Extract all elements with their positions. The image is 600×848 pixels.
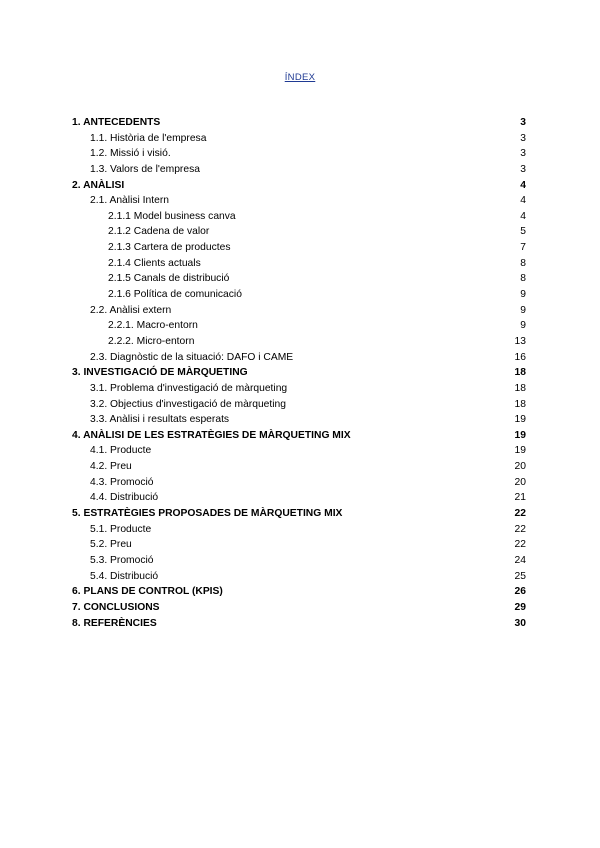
toc-entry-label: 2.3. Diagnòstic de la situació: DAFO i CAME [90,351,294,363]
toc-entry-page-number: 3 [520,148,526,160]
toc-entry[interactable] [72,334,526,350]
toc-entry-page-number: 22 [514,539,526,551]
toc-entry-page-number: 13 [514,335,526,347]
toc-entry[interactable] [72,537,526,553]
toc-entry[interactable] [72,146,526,162]
toc-entry-label: 2.1.6 Política de comunicació [108,289,242,301]
toc-entry-page-number: 20 [514,476,526,488]
toc-entry-page-number: 4 [520,195,526,207]
toc-entry-page-number: 18 [514,382,526,394]
toc-entry-page-number: 18 [514,367,526,379]
toc-entry-page-number: 19 [514,414,526,426]
toc-entry-label: 2.1.4 Clients actuals [108,257,201,269]
toc-entry[interactable] [72,193,526,209]
toc-entry[interactable] [72,365,526,381]
toc-entry-page-number: 21 [514,492,526,504]
toc-entry[interactable] [72,209,526,225]
toc-entry[interactable] [72,381,526,397]
toc-entry-label: 2.2. Anàlisi extern [90,304,172,316]
toc-entry-label: 4.2. Preu [90,461,132,473]
toc-entry[interactable] [72,569,526,585]
toc-entry-label: 1.2. Missió i visió. [90,148,171,160]
index-title: ÍNDEX [284,72,316,83]
toc-entry[interactable] [72,553,526,569]
toc-entry-page-number: 7 [520,242,526,254]
toc-entry[interactable] [72,397,526,413]
toc-entry-page-number: 29 [514,601,526,613]
toc-entry-page-number: 25 [514,570,526,582]
toc-entry[interactable] [72,490,526,506]
toc-entry-label: 1.1. Història de l'empresa [90,132,207,144]
toc-entry-page-number: 19 [514,429,526,441]
toc-entry-label: 2.2.1. Macro-entorn [108,320,198,332]
toc-entry-label: 1.3. Valors de l'empresa [90,163,200,175]
toc-entry-label: 4. ANÀLISI DE LES ESTRATÈGIES DE MÀRQUETING MIX [72,429,351,441]
toc-entry-label: 3. INVESTIGACIÓ DE MÀRQUETING [72,367,248,379]
toc-entry-label: 5.2. Preu [90,539,132,551]
toc-entry-page-number: 3 [520,132,526,144]
toc-entry-page-number: 3 [520,117,526,128]
toc-entry-page-number: 20 [514,461,526,473]
toc-entry-label: 7. CONCLUSIONS [72,601,160,613]
toc-entry[interactable] [72,178,526,194]
toc-entry-page-number: 8 [520,273,526,285]
toc-entry[interactable] [72,115,526,131]
toc-entry-label: 2.1.2 Cadena de valor [108,226,210,238]
toc-entry[interactable] [72,506,526,522]
toc-entry-page-number: 4 [520,179,526,191]
toc-entry[interactable] [72,522,526,538]
toc-entry[interactable] [72,443,526,459]
toc-entry-label: 2.1. Anàlisi Intern [90,195,169,207]
toc-entry-label: 6. PLANS DE CONTROL (KPIS) [72,586,223,598]
toc-entry[interactable] [72,256,526,272]
toc-entry[interactable] [72,303,526,319]
toc-entry-page-number: 18 [514,398,526,410]
toc-entry-page-number: 8 [520,257,526,269]
toc-entry[interactable] [72,271,526,287]
toc-entry-label: 5.4. Distribució [90,570,159,582]
toc-entry-page-number: 9 [520,304,526,316]
toc-entry-label: 2. ANÀLISI [72,179,125,191]
toc-entry-label: 2.2.2. Micro-entorn [108,335,195,347]
toc-entry[interactable] [72,475,526,491]
toc-entry-page-number: 19 [514,445,526,457]
toc-entry-page-number: 5 [520,226,526,238]
toc-entry-label: 4.1. Producte [90,445,152,457]
toc-entry[interactable] [72,459,526,475]
toc-entry[interactable] [72,318,526,334]
toc-entry[interactable] [72,616,526,632]
toc-entry-label: 1. ANTECEDENTS [72,117,161,128]
toc-entry-label: 2.1.1 Model business canva [108,210,236,222]
toc-entry-page-number: 26 [514,586,526,598]
toc-entry-page-number: 9 [520,320,526,332]
toc-entry[interactable] [72,428,526,444]
toc-entry-label: 5. ESTRATÈGIES PROPOSADES DE MÀRQUETING MIX [72,508,343,520]
table-of-contents [72,115,526,631]
toc-entry-label: 3.2. Objectius d'investigació de màrqueting [90,398,287,410]
toc-entry-label: 5.3. Promoció [90,554,154,566]
toc-entry-label: 2.1.3 Cartera de productes [108,242,231,254]
toc-entry-page-number: 30 [514,617,526,629]
toc-entry[interactable] [72,584,526,600]
toc-entry[interactable] [72,412,526,428]
toc-entry[interactable] [72,287,526,303]
toc-entry[interactable] [72,162,526,178]
toc-entry[interactable] [72,240,526,256]
toc-entry-label: 2.1.5 Canals de distribució [108,273,230,285]
toc-entry-label: 4.3. Promoció [90,476,154,488]
toc-entry-page-number: 22 [514,523,526,535]
toc-entry-label: 3.1. Problema d'investigació de màrqueting [90,382,288,394]
toc-entry-label: 4.4. Distribució [90,492,159,504]
toc-entry-label: 8. REFERÈNCIES [72,617,157,629]
toc-entry-page-number: 22 [514,508,526,520]
toc-entry-page-number: 3 [520,163,526,175]
toc-entry[interactable] [72,350,526,366]
toc-entry-page-number: 4 [520,210,526,222]
toc-entry[interactable] [72,600,526,616]
toc-entry-label: 3.3. Anàlisi i resultats esperats [90,414,230,426]
toc-entry-page-number: 24 [514,554,526,566]
toc-entry[interactable] [72,224,526,240]
toc-entry-page-number: 9 [520,289,526,301]
toc-entry[interactable] [72,131,526,147]
toc-entry-page-number: 16 [514,351,526,363]
toc-entry-label: 5.1. Producte [90,523,152,535]
